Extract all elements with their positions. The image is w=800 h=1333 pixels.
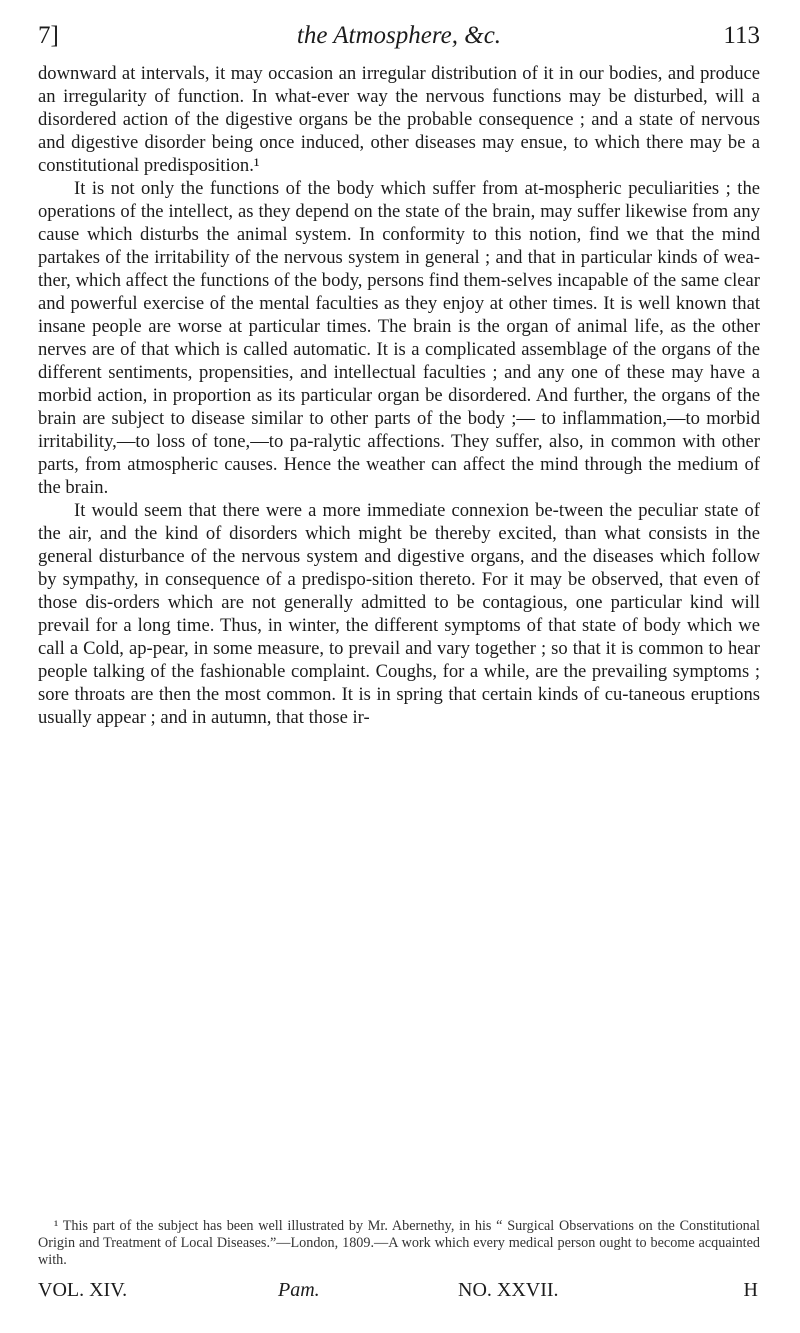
running-header [38, 22, 760, 56]
body-text [38, 62, 760, 729]
footer-signature: H [743, 1279, 758, 1301]
running-title: the Atmosphere, &c. [296, 22, 502, 49]
page-footer [38, 1279, 760, 1307]
volume-label: VOL. XIV. [38, 1279, 128, 1301]
footnote [38, 1218, 760, 1270]
pamphlet-label: Pam. [278, 1279, 320, 1301]
issue-number: NO. XXVII. [458, 1279, 559, 1301]
footnote-text: ¹ This part of the subject has been well illustrated by Mr. Abernethy, in his “ Surgical Observations on the Constitutional Origin and Treatment of Local Diseases.”—London, 1809.—A work which every medical person ought to become acquainted with. [38, 1218, 760, 1269]
header-signature: 7] [38, 22, 59, 49]
page-number: 113 [723, 22, 760, 49]
paragraph: It is not only the functions of the body which suffer from at-mospheric peculiarities ; the operations of the intellect, as they depend on the state of the brain, may suffer likewise from any cause which disturbs the animal system. In conformity to this notion, find we that the mind partakes of the irritability of the nervous system in general ; and that in particular kinds of wea-ther, which affect the functions of the body, persons find them-selves incapable of the same clear and powerful exercise of the mental faculties as they enjoy at other times. It is well known that insane people are worse at particular times. The brain is the organ of animal life, as the other nerves are of that which is called automatic. It is a complicated assemblage of the organs of the different sentiments, propensities, and intellectual faculties ; and any one of these may have a morbid action, in proportion as its particular organ be disordered. And further, the organs of the brain are subject to disease similar to other parts of the body ;— to inflammation,—to morbid irritability,—to loss of tone,—to pa-ralytic affections. They suffer, also, in common with other parts, from atmospheric causes. Hence the weather can affect the mind through the medium of the brain. [38, 178, 760, 498]
paragraph: It would seem that there were a more immediate connexion be-tween the peculiar state of the air, and the kind of disorders which might be thereby excited, than what consists in the general disturbance of the nervous system and digestive organs, and the diseases which follow by sympathy, in consequence of a predispo-sition thereto. For it may be observed, that even of those dis-orders which are not generally admitted to be contagious, one particular kind will prevail for a long time. Thus, in winter, the different symptoms of that state of body which we call a Cold, ap-pear, in some measure, to prevail and vary together ; so that it is common to hear people talking of the fashionable complaint. Coughs, for a while, are the prevailing symptoms ; sore throats are then the most common. It is in spring that certain kinds of cu-taneous eruptions usually appear ; and in autumn, that those ir- [38, 500, 760, 728]
paragraph: downward at intervals, it may occasion an irregular distribution of it in our bodies, and produce an irregularity of function. In what-ever way the nervous functions may be disturbed, will a disordered action of the digestive organs be the probable consequence ; and a state of nervous and digestive disorder being once induced, other diseases may ensue, to which there may be a constitutional predisposition.¹ [38, 63, 760, 176]
